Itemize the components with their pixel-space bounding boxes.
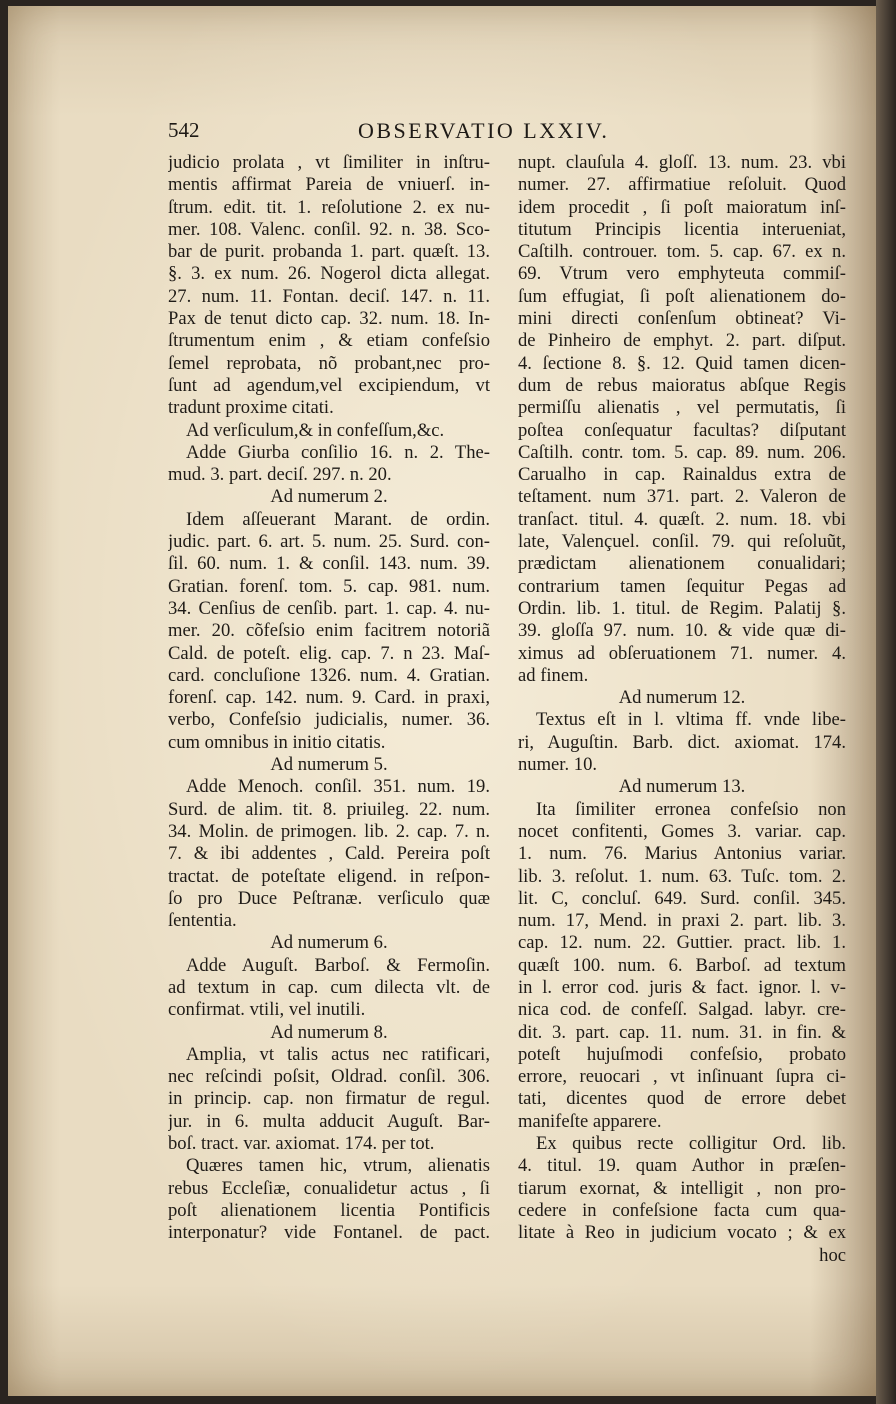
text-line: tranſact. titul. 4. quæſt. 2. num. 18. vbi [518,508,846,530]
text-line: ſo pro Duce Peſtranæ. verſiculo quæ [168,887,490,909]
text-line: 69. Vtrum vero emphyteuta commiſ- [518,263,846,285]
text-line: tiarum exornat, & intelligit , non pro- [518,1177,846,1199]
text-line: ad textum in cap. cum dilecta vlt. de [168,976,490,998]
text-line: ſtrumentum enim , & etiam confeſsio [168,330,490,352]
text-line: poſtea conſequatur facultas? diſputant [518,419,846,441]
text-line: jur. in 6. multa adducit Auguſt. Bar- [168,1110,490,1132]
text-line: Ordin. lib. 1. titul. de Regim. Palatij §. [518,597,846,619]
text-line: ſtrum. edit. tit. 1. reſolutione 2. ex nu- [168,196,490,218]
text-line: Ita ſimiliter erronea confeſsio non [536,798,846,820]
text-line: Ad numerum 8. [270,1021,388,1043]
text-line: 34. Cenſius de cenſib. part. 1. cap. 4. nu- [168,597,490,619]
text-line: Carualho in cap. Rainaldus extra de [518,464,846,486]
text-line: §. 3. ex num. 26. Nogerol dicta allegat. [168,263,490,285]
text-line: Ex quibus recte colligitur Ord. lib. [536,1133,846,1155]
text-line: Idem aſſeuerant Marant. de ordin. [186,508,490,530]
text-line: cap. 12. num. 22. Guttier. pract. lib. 1. [518,932,846,954]
text-line: tractat. de poteſtate eligend. in reſpon- [168,865,490,887]
text-line: Quæres tamen hic, vtrum, alienatis [186,1155,490,1177]
text-line: dum de rebus maioratus abſque Regis [518,374,846,396]
text-line: Ad numerum 2. [270,486,388,508]
text-line: mer. 20. cõfeſsio enim facitrem notoriã [168,620,490,642]
text-line: Adde Giurba conſilio 16. n. 2. The- [186,441,490,463]
page-number: 542 [168,118,200,142]
text-line: permiſſu alienatis , vel permutatis, ſi [518,397,846,419]
text-line: de Pinheiro de emphyt. 2. part. diſput. [518,330,846,352]
text-line: lib. 3. reſolut. 1. num. 63. Tuſc. tom. 2. [518,865,846,887]
text-line: Amplia, vt talis actus nec ratificari, [186,1043,490,1065]
text-line: Cald. de poteſt. elig. cap. 7. n 23. Maſ- [168,642,490,664]
text-line: quæſt 100. num. 6. Barboſ. ad textum [518,954,846,976]
text-line: mini directi conſenſum obtineat? Vi- [518,308,846,330]
text-line: titutum Principis licentia interueniat, [518,218,846,240]
text-line: late, Valençuel. conſil. 79. qui reſoluũt, [518,531,846,553]
text-line: nupt. clauſula 4. gloſſ. 13. num. 23. vbi [518,152,846,173]
text-line: mud. 3. part. deciſ. 297. n. 20. [168,464,392,486]
text-line: Ad numerum 12. [618,687,746,709]
text-line: in l. error cod. juris & fact. ignor. l. v- [518,976,846,998]
text-line: numer. 10. [518,754,598,776]
text-line: idem procedit , ſi poſt maioratum inſ- [518,196,846,218]
text-line: litate à Reo in judicium vocato ; & ex [518,1222,846,1244]
text-line: rebus Eccleſiæ, conualidetur actus , ſi [168,1177,490,1199]
text-line: numer. 27. affirmatiue reſoluit. Quod [518,174,846,196]
left-column [168,152,490,1245]
text-line: ſum effugiat, ſi poſt alienationem do- [518,285,846,307]
text-line: Pax de tenut dicto cap. 32. num. 18. In- [168,308,490,330]
text-line: in princip. cap. non firmatur de regul. [168,1088,490,1110]
text-line: lit. C, concluſ. 649. Surd. conſil. 345. [518,887,846,909]
text-line: card. concluſione 1326. num. 4. Gratian. [168,664,490,686]
text-line: Adde Auguſt. Barboſ. & Fermoſin. [186,954,490,976]
text-line: verbo, Confeſsio judicialis, numer. 36. [168,709,490,731]
text-line: dit. 3. part. cap. 11. num. 31. in fin. & [518,1021,846,1043]
text-line: judic. part. 6. art. 5. num. 25. Surd. con- [168,531,490,553]
text-line: mer. 108. Valenc. conſil. 92. n. 38. Sco- [168,218,490,240]
running-title: OBSERVATIO LXXIV. [358,118,610,143]
text-line: Adde Menoch. conſil. 351. num. 19. [186,776,490,798]
text-line: forenſ. cap. 142. num. 9. Card. in praxi, [168,687,490,709]
text-line: Caſtilh. contr. tom. 5. cap. 89. num. 206. [518,441,846,463]
right-column [518,152,846,1267]
text-line: ad finem. [518,664,589,686]
text-line: ſunt ad agendum,vel excipiendum, vt [168,374,490,396]
text-line: Gratian. forenſ. tom. 5. cap. 981. num. [168,575,490,597]
text-line: Ad numerum 5. [270,754,388,776]
text-line: nocet confitenti, Gomes 3. variar. cap. [518,820,846,842]
text-line: Surd. de alim. tit. 8. priuileg. 22. num. [168,798,490,820]
text-line: nica cod. de confeſſ. Salgad. labyr. cre- [518,999,846,1021]
text-line: bar de purit. probanda 1. part. quæſt. 13. [168,241,490,263]
text-line: tati, dicentes quod de errore debet [518,1088,846,1110]
book-page [8,6,880,1396]
text-line: boſ. tract. var. axiomat. 174. per tot. [168,1133,435,1155]
text-line: ſententia. [168,910,237,932]
text-line: 27. num. 11. Fontan. deciſ. 147. n. 11. [168,285,490,307]
text-line: Ad numerum 13. [618,776,746,798]
text-line: manifeſte apparere. [518,1110,662,1132]
text-line: ri, Auguſtin. Barb. dict. axiomat. 174. [518,731,846,753]
text-line: contrarium tamen ſequitur Pegas ad [518,575,846,597]
text-line: 4. ſectione 8. §. 12. Quid tamen dicen- [518,352,846,374]
text-line: judicio prolata , vt ſimiliter in inſtru- [168,152,490,173]
text-line: teſtament. num 371. part. 2. Valeron de [518,486,846,508]
text-line: confirmat. vtili, vel inutili. [168,999,366,1021]
text-line: Caſtilh. controuer. tom. 5. cap. 67. ex n. [518,241,846,263]
text-line: Ad numerum 6. [270,932,388,954]
text-line: 7. & ibi addentes , Cald. Pereira poſt [168,843,490,865]
text-line: 4. titul. 19. quam Author in præſen- [518,1155,846,1177]
text-line: hoc [819,1244,846,1266]
text-line: 39. gloſſa 97. num. 10. & vide quæ di- [518,620,846,642]
page-header [168,118,828,148]
text-line: ſemel reprobata, nõ probant,nec pro- [168,352,490,374]
text-line: Ad verſiculum,& in confeſſum,&c. [186,419,445,441]
text-line: poſt alienationem licentia Pontificis [168,1199,490,1221]
text-line: cum omnibus in initio citatis. [168,731,386,753]
text-line: mentis affirmat Pareia de vniuerſ. in- [168,174,490,196]
text-line: interponatur? vide Fontanel. de pact. [168,1222,490,1244]
text-line: nec reſcindi poſsit, Oldrad. conſil. 306. [168,1066,490,1088]
page-edge [876,0,896,1404]
text-line: tradunt proxime citati. [168,397,334,419]
text-line: ſil. 60. num. 1. & conſil. 143. num. 39. [168,553,490,575]
text-line: prædictam alienationem conualidari; [518,553,846,575]
text-line: poteſt hujuſmodi confeſsio, probato [518,1043,846,1065]
text-line: 1. num. 76. Marius Antonius variar. [518,843,846,865]
text-line: num. 17, Mend. in praxi 2. part. lib. 3. [518,910,846,932]
text-line: 34. Molin. de primogen. lib. 2. cap. 7. n. [168,820,490,842]
text-line: cedere in confeſsione facta cum qua- [518,1199,846,1221]
text-line: ximus ad obſeruationem 71. numer. 4. [518,642,846,664]
text-line: errore, reuocari , vt inſinuant ſupra ci- [518,1066,846,1088]
text-line: Textus eſt in l. vltima ff. vnde libe- [536,709,846,731]
